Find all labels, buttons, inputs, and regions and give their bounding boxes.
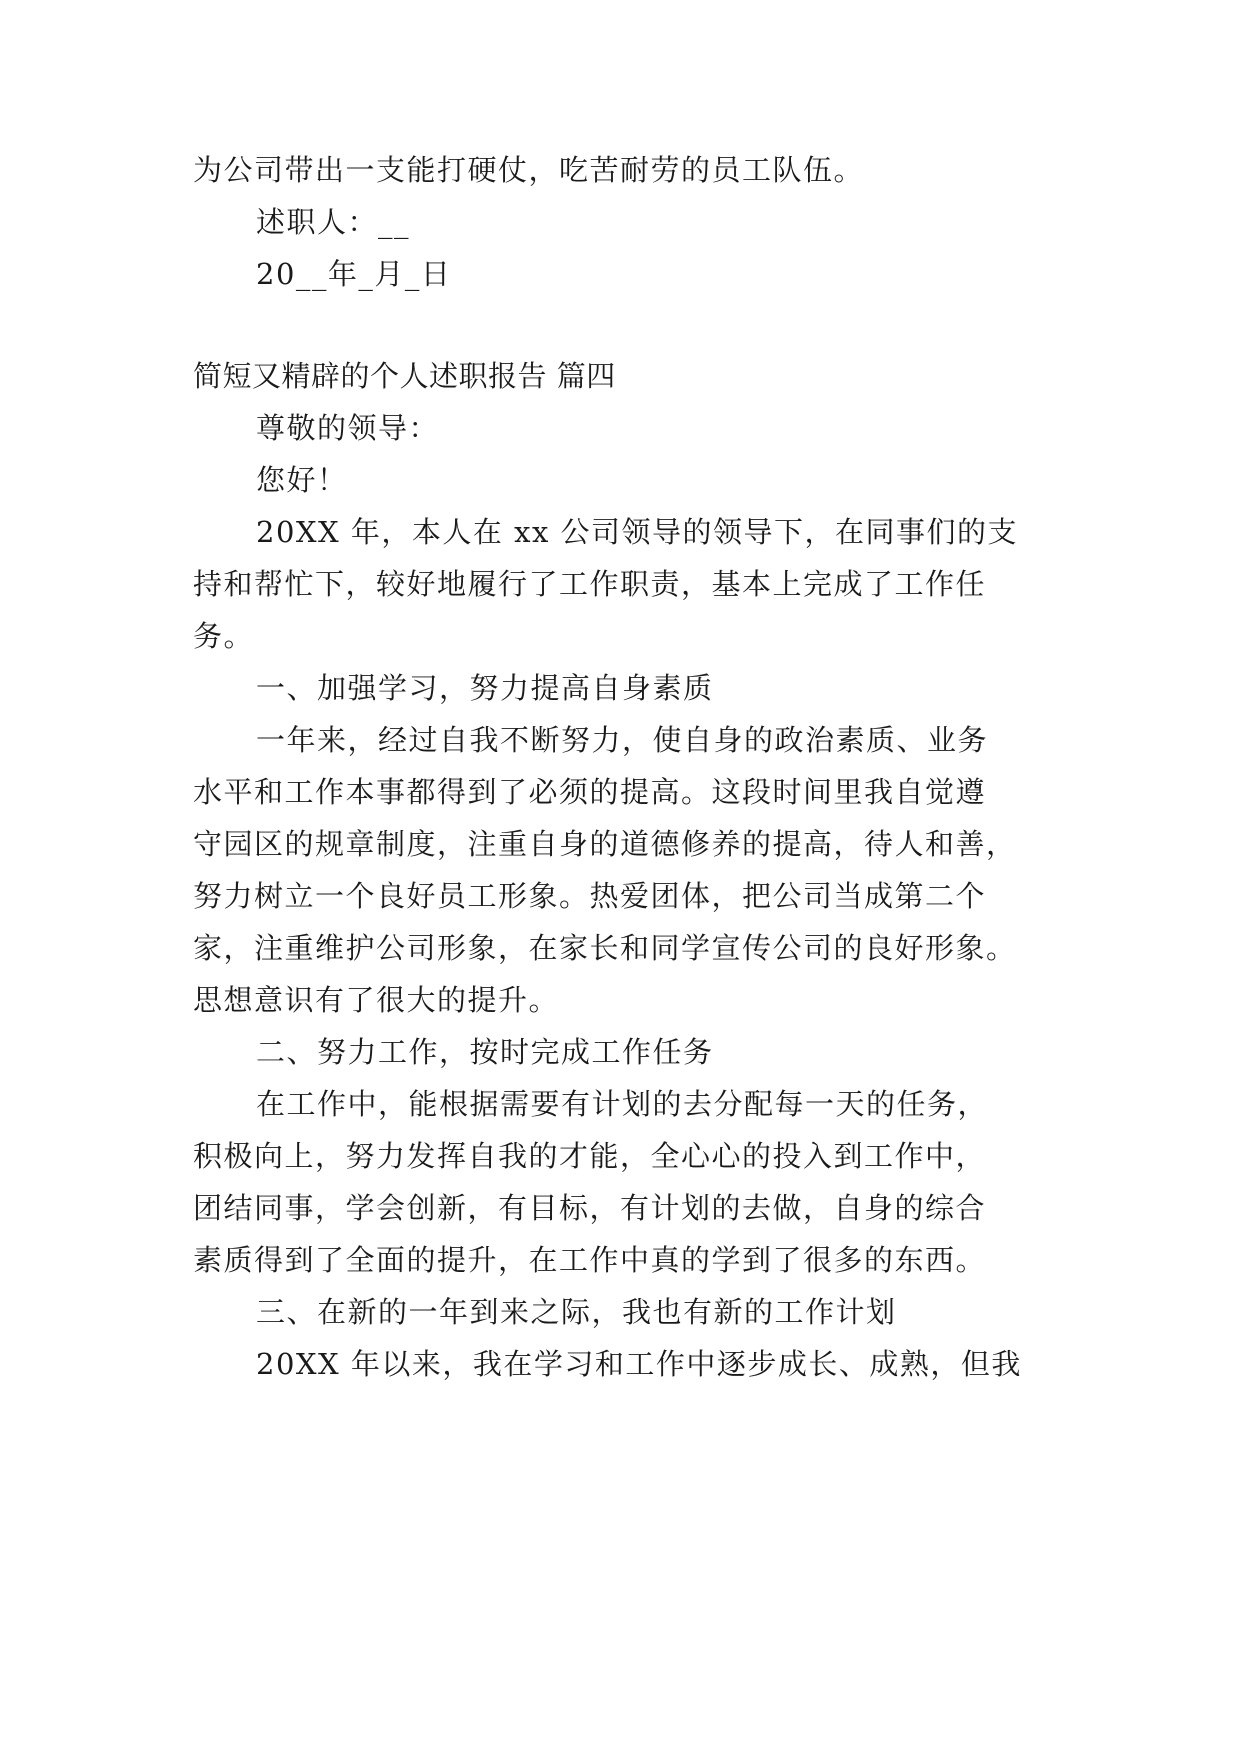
greeting: 您好！ bbox=[256, 463, 348, 497]
paragraph-1-line: 家，注重维护公司形象，在家长和同学宣传公司的良好形象。 bbox=[193, 931, 1017, 965]
date-line: 20__年_月_日 bbox=[256, 257, 452, 291]
paragraph-2-line: 团结同事，学会创新，有目标，有计划的去做，自身的综合 bbox=[193, 1191, 987, 1225]
section-heading-1: 一、加强学习，努力提高自身素质 bbox=[256, 671, 714, 705]
paragraph-2-line: 在工作中，能根据需要有计划的去分配每一天的任务， bbox=[256, 1087, 989, 1121]
paragraph-1-line: 一年来，经过自我不断努力，使自身的政治素质、业务 bbox=[256, 723, 989, 757]
intro-line: 20XX 年，本人在 xx 公司领导的领导下，在同事们的支 bbox=[256, 515, 1019, 549]
signature-line: 述职人：__ bbox=[256, 205, 411, 239]
paragraph-1-line: 努力树立一个良好员工形象。热爱团体，把公司当成第二个 bbox=[193, 879, 987, 913]
continuation-line: 为公司带出一支能打硬仗，吃苦耐劳的员工队伍。 bbox=[193, 153, 865, 187]
salutation: 尊敬的领导： bbox=[256, 411, 440, 445]
intro-line: 务。 bbox=[193, 619, 255, 653]
paragraph-2-line: 积极向上，努力发挥自我的才能，全心心的投入到工作中， bbox=[193, 1139, 987, 1173]
intro-line: 持和帮忙下，较好地履行了工作职责，基本上完成了工作任 bbox=[193, 567, 987, 601]
paragraph-1-line: 水平和工作本事都得到了必须的提高。这段时间里我自觉遵 bbox=[193, 775, 987, 809]
paragraph-2-line: 素质得到了全面的提升，在工作中真的学到了很多的东西。 bbox=[193, 1243, 987, 1277]
paragraph-1-line: 思想意识有了很大的提升。 bbox=[193, 983, 560, 1017]
paragraph-1-line: 守园区的规章制度，注重自身的道德修养的提高，待人和善， bbox=[193, 827, 1017, 861]
section-heading-3: 三、在新的一年到来之际，我也有新的工作计划 bbox=[256, 1295, 897, 1329]
section-heading-2: 二、努力工作，按时完成工作任务 bbox=[256, 1035, 714, 1069]
section-title: 简短又精辟的个人述职报告 篇四 bbox=[193, 359, 616, 393]
paragraph-3-line: 20XX 年以来，我在学习和工作中逐步成长、成熟，但我 bbox=[256, 1347, 1022, 1381]
